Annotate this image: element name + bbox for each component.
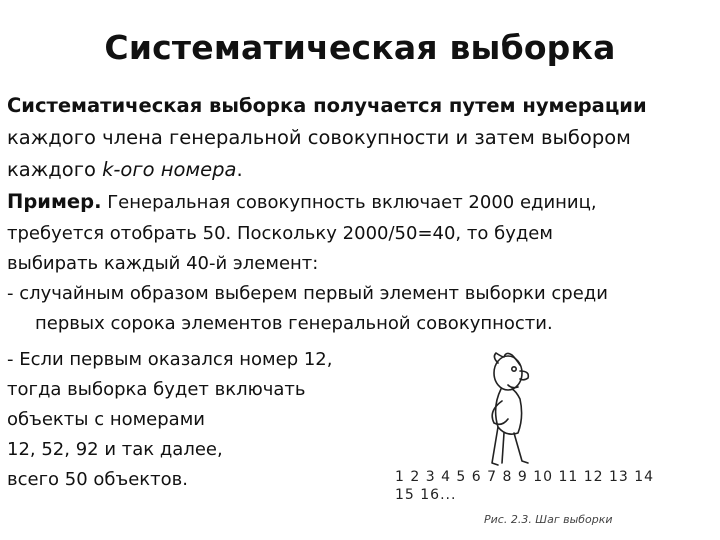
bullet-2-line-4: 12, 52, 92 и так далее, (7, 439, 223, 460)
definition-line-2: каждого члена генеральной совокупности и затем выбором (7, 126, 631, 149)
bullet-1-line-1: - случайным образом выберем первый элемент выборки среди (7, 283, 608, 304)
sampling-step-figure (380, 345, 710, 535)
example-label: Пример. (7, 190, 102, 213)
definition-bold: Систематическая выборка получается путем нумерации (7, 94, 647, 117)
bullet-2-line-5: всего 50 объектов. (7, 469, 189, 490)
example-line-1 (7, 186, 707, 219)
figure-caption: Рис. 2.3. Шаг выборки (484, 513, 613, 526)
bullet-1-line-2: первых сорока элементов генеральной совокупности. (35, 313, 553, 334)
example-line-2: требуется отобрать 50. Поскольку 2000/50=40, то будем (7, 223, 553, 244)
definition-italic: k-ого номера (102, 158, 237, 181)
cartoon-man-icon (468, 345, 558, 470)
bullet-2-line-2: тогда выборка будет включать (7, 379, 306, 400)
example-line-1-text: Генеральная совокупность включает 2000 единиц, (101, 192, 597, 213)
slide-title: Систематическая выборка (104, 28, 616, 67)
numbers-line-1: 1 2 3 4 5 6 7 8 9 10 11 12 13 14 (395, 469, 655, 485)
bullet-2-line-1: - Если первым оказался номер 12, (7, 349, 333, 370)
definition-line-3-text: каждого (7, 158, 103, 181)
example-line-3: выбирать каждый 40-й элемент: (7, 253, 319, 274)
definition-line-3-end: . (236, 158, 243, 181)
definition-line-3 (7, 154, 707, 186)
definition-line-1 (7, 90, 707, 122)
numbers-line-2: 15 16... (395, 487, 457, 503)
bullet-2-line-3: объекты с номерами (7, 409, 205, 430)
